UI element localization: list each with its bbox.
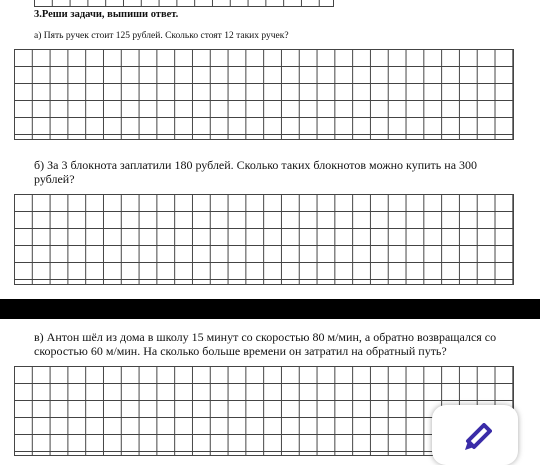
task-a-text: а) Пять ручек стоит 125 рублей. Сколько стоят 12 таких ручек? xyxy=(34,31,289,41)
pencil-icon xyxy=(462,423,492,453)
task-c-text: в) Антон шёл из дома в школу 15 минут со скоростью 80 м/мин, а обратно возвращался со скоростью 60 м/мин. На сколько больше времени он затратил на обратный путь? xyxy=(34,330,497,359)
task-heading: 3.Реши задачи, выпиши ответ. xyxy=(34,9,179,20)
answer-grid-top xyxy=(34,0,334,7)
answer-grid-b xyxy=(14,194,514,285)
answer-grid-a xyxy=(14,49,514,140)
black-band xyxy=(0,299,540,319)
task-b-text: б) За 3 блокнота заплатили 180 рублей. Сколько таких блокнотов можно купить на 300 рублей? xyxy=(34,158,478,187)
edit-button[interactable] xyxy=(432,405,518,465)
